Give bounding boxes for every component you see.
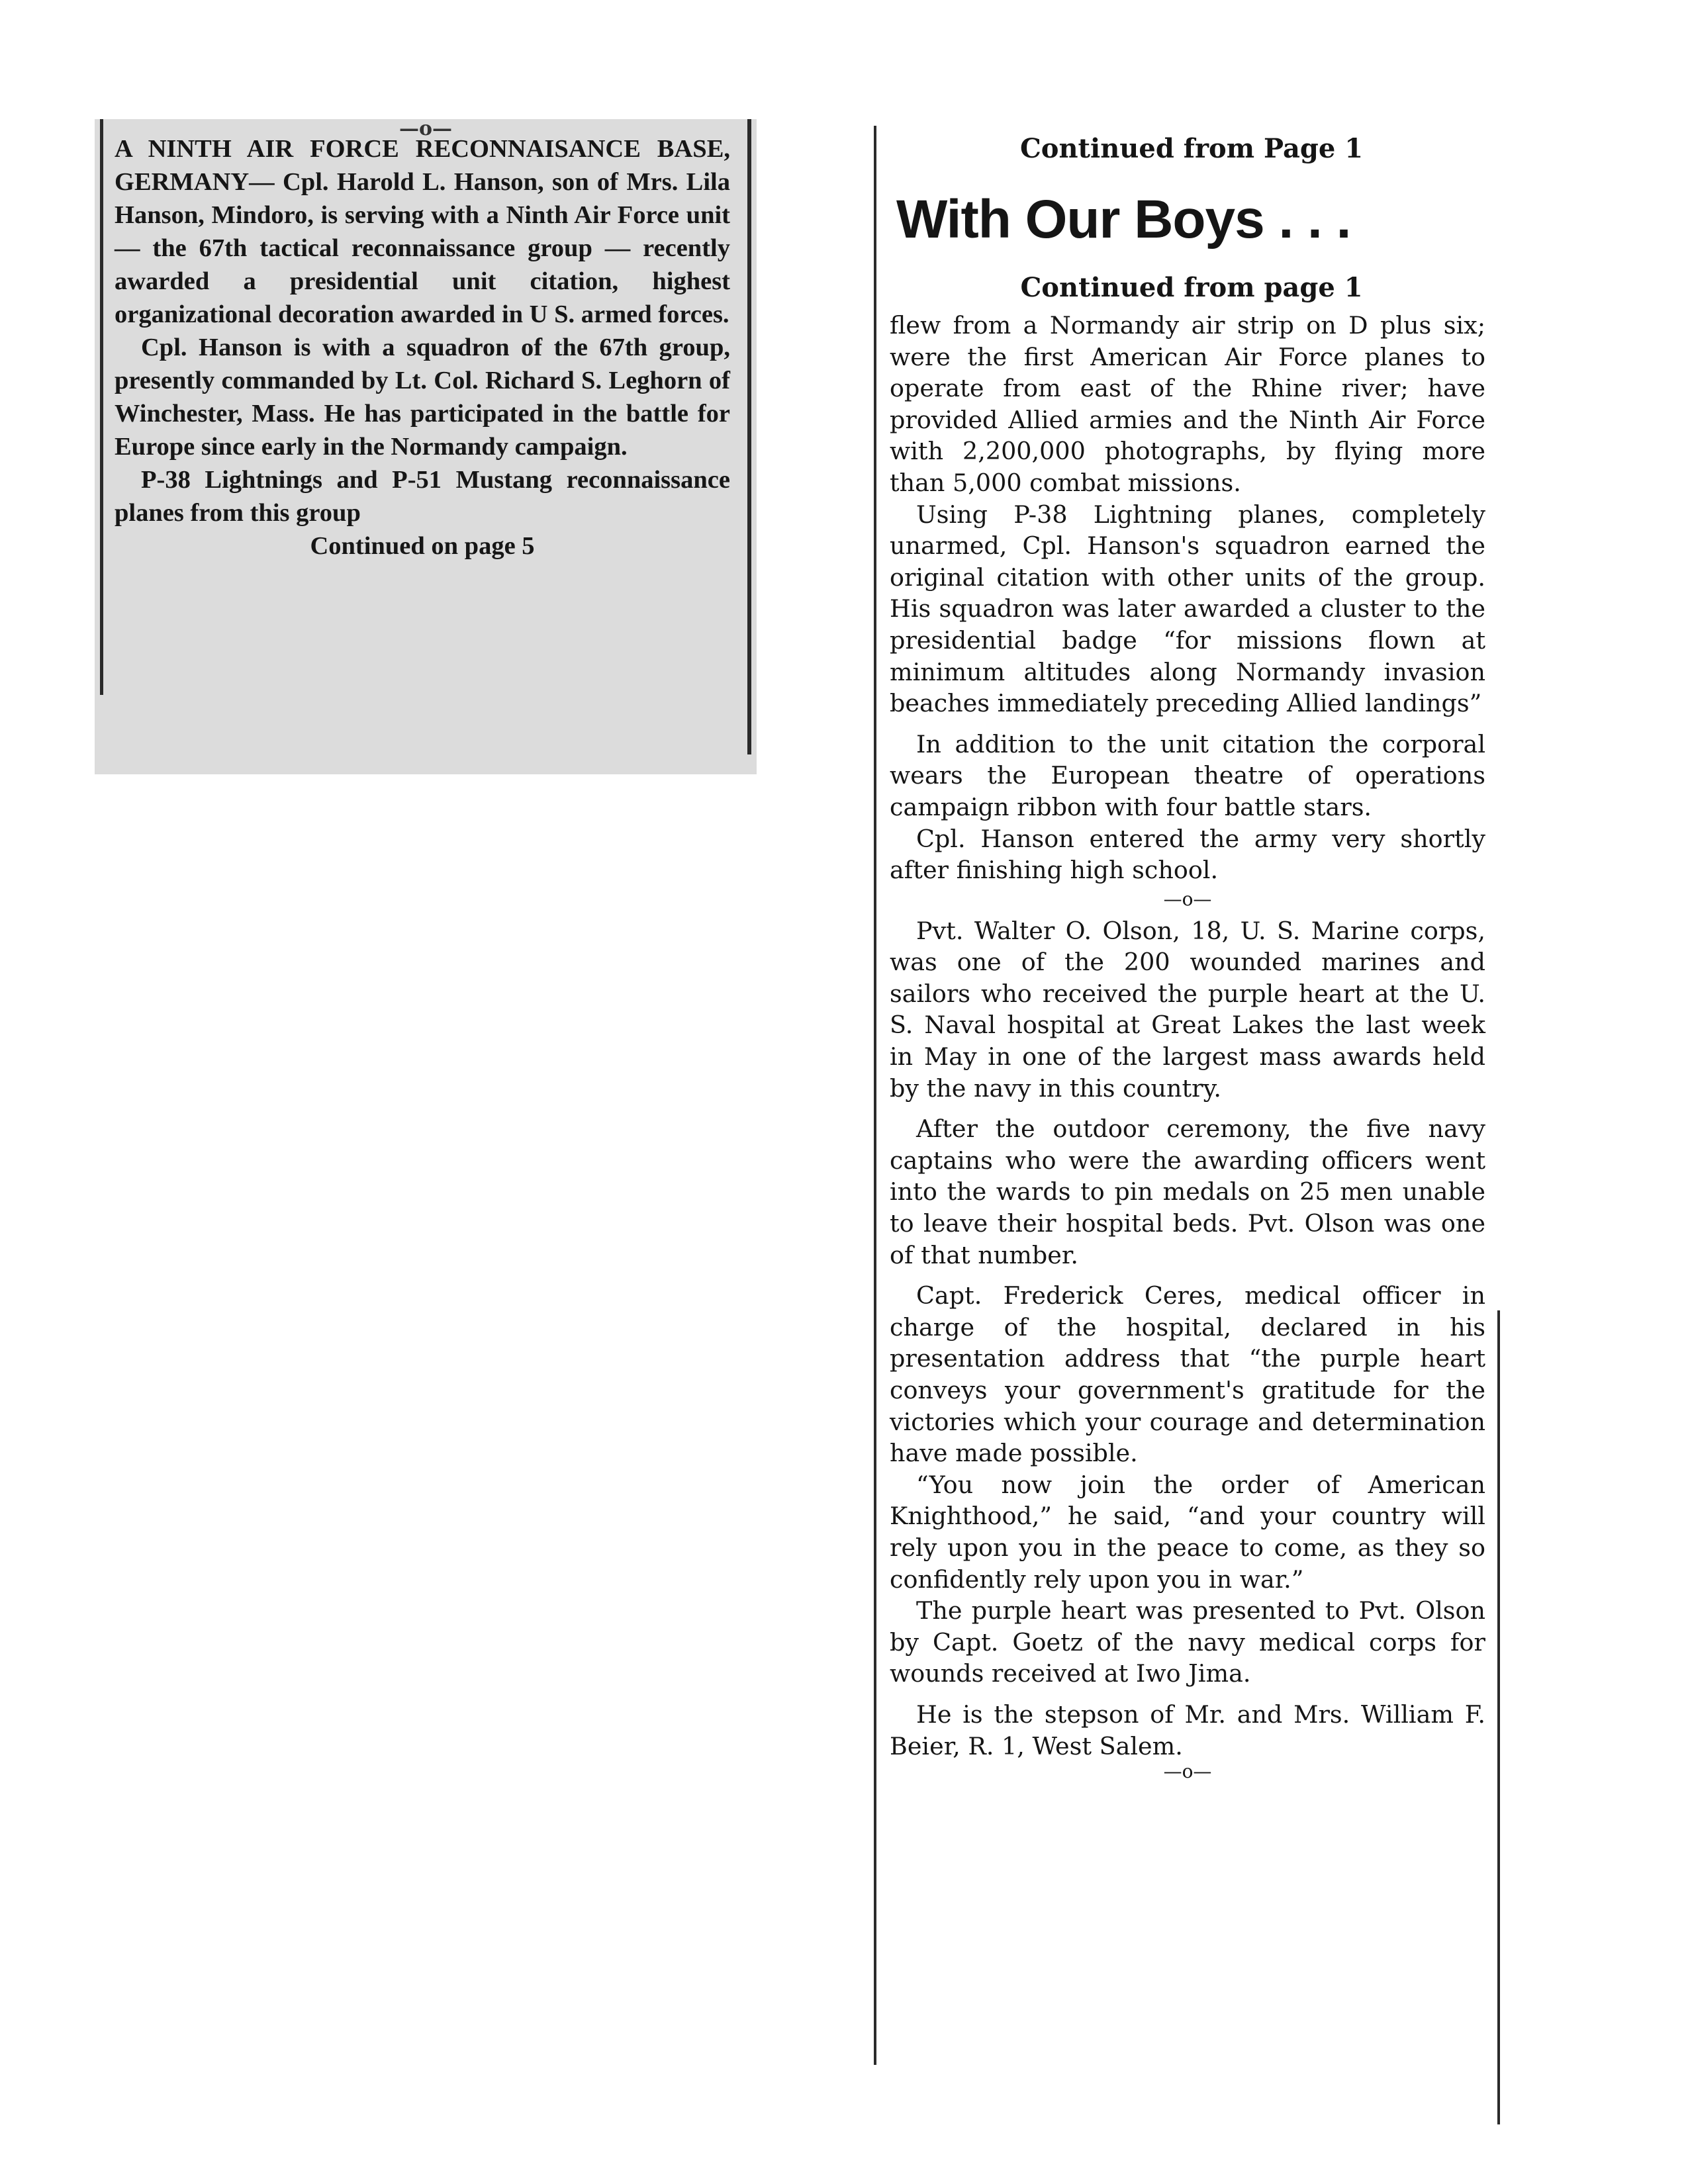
right-news-column (874, 126, 1509, 2124)
column-rule-left (100, 119, 103, 695)
column-rule-left (874, 126, 876, 2065)
continued-from-sublabel: Continued from page 1 (1020, 272, 1363, 303)
article-body (890, 310, 1485, 1782)
continued-note: Continued on page 5 (310, 532, 535, 560)
paragraph: Capt. Frederick Ceres, medical officer in charge of the hospital, declared in his presentation address that “the purple heart conveys your government's gratitude for the victories which your courage and determination have made possible. (890, 1281, 1485, 1468)
paragraph: Using P-38 Lightning planes, completely unarmed, Cpl. Hanson's squadron earned the original citation with other units of the group. His squadron was later awarded a cluster to the presidential badge “for missions flown at minimum altitudes along Normandy invasion beaches immediately preceding Allied landings” (890, 500, 1485, 718)
paragraph: He is the stepson of Mr. and Mrs. William F. Beier, R. 1, West Salem. (890, 1700, 1485, 1760)
column-rule-right (1497, 1310, 1500, 2124)
paragraph: “You now join the order of American Knighthood,” he said, “and your country will rely upon you in the peace to come, as they so confidently rely upon you in war.” (890, 1470, 1485, 1594)
left-news-clipping (95, 119, 757, 774)
column-rule-right (747, 119, 751, 754)
paragraph: A NINTH AIR FORCE RECONNAISANCE BASE, GERMANY— Cpl. Harold L. Hanson, son of Mrs. Lila Hanson, Mindoro, is serving with a Ninth Air Force unit — the 67th tactical reconnaissance group — recently awarded a presidential unit citation, highest organizational decoration awarded in U S. armed forces. (115, 135, 730, 328)
paragraph: In addition to the unit citation the corporal wears the European theatre of operations campaign ribbon with four battle stars. (890, 729, 1485, 821)
separator: —o— (1163, 1760, 1212, 1783)
paragraph: Cpl. Hanson entered the army very shortly after finishing high school. (890, 824, 1485, 885)
paragraph: The purple heart was presented to Pvt. Olson by Capt. Goetz of the navy medical corps for wounds received at Iwo Jima. (890, 1596, 1485, 1688)
paragraph: After the outdoor ceremony, the five navy captains who were the awarding officers went into the wards to pin medals on 25 men unable to leave their hospital beds. Pvt. Olson was one of that number. (890, 1115, 1485, 1269)
separator: —o— (1163, 887, 1212, 910)
continued-from-label: Continued from Page 1 (1019, 133, 1364, 164)
paragraph: flew from a Normandy air strip on D plus six; were the first American Air Force planes to operate from east of the Rhine river; have provided Allied armies and the Ninth Air Force with 2,200,000 photographs, by flying more than 5,000 combat missions. (890, 311, 1485, 497)
paragraph: P-38 Lightnings and P-51 Mustang reconnaissance planes from this group (115, 466, 730, 527)
clipping-text (115, 132, 730, 563)
separator: —o— (399, 117, 452, 140)
paragraph: Cpl. Hanson is with a squadron of the 67th group, presently commanded by Lt. Col. Richard S. Leghorn of Winchester, Mass. He has participated in the battle for Europe since early in the Normandy campaign. (115, 334, 730, 461)
headline: With Our Boys . . . (896, 189, 1351, 250)
paragraph: Pvt. Walter O. Olson, 18, U. S. Marine corps, was one of the 200 wounded marines and sailors who received the purple heart at the U. S. Naval hospital at Great Lakes the last week in May in one of the largest mass awards held by the navy in this country. (890, 916, 1485, 1103)
